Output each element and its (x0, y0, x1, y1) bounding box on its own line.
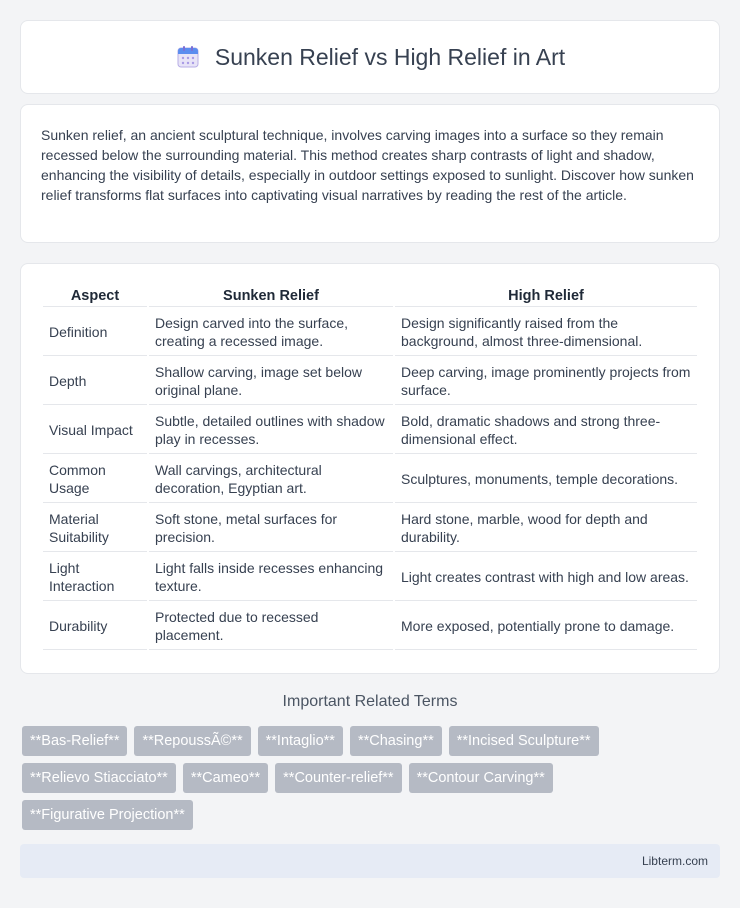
row-sunken-cell: Design carved into the surface, creating a recessed image. (149, 309, 393, 356)
intro-card (20, 104, 720, 243)
row-aspect-cell: Depth (43, 358, 147, 405)
related-term-tag[interactable]: **Intaglio** (258, 726, 343, 756)
related-term-tag[interactable]: **Cameo** (183, 763, 268, 793)
comparison-table-card (20, 263, 720, 674)
row-sunken-cell: Subtle, detailed outlines with shadow play in recesses. (149, 407, 393, 454)
row-high-cell: Design significantly raised from the background, almost three-dimensional. (395, 309, 697, 356)
column-header-sunken-relief: Sunken Relief (149, 286, 393, 307)
related-term-tag[interactable]: **Chasing** (350, 726, 442, 756)
table-row (43, 505, 697, 552)
related-terms-title: Important Related Terms (282, 693, 458, 710)
table-row (43, 456, 697, 503)
table-row (43, 309, 697, 356)
row-aspect-cell: Material Suitability (43, 505, 147, 552)
related-term-tag[interactable]: **RepoussÃ©** (134, 726, 250, 756)
row-high-cell: Deep carving, image prominently projects from surface. (395, 358, 697, 405)
row-aspect-cell: Common Usage (43, 456, 147, 503)
table-row (43, 603, 697, 650)
table-row (43, 358, 697, 405)
comparison-table (41, 284, 699, 652)
table-row (43, 554, 697, 601)
related-term-tag[interactable]: **Counter-relief** (275, 763, 401, 793)
row-aspect-cell: Visual Impact (43, 407, 147, 454)
related-term-tag[interactable]: **Contour Carving** (409, 763, 553, 793)
row-sunken-cell: Soft stone, metal surfaces for precision. (149, 505, 393, 552)
row-high-cell: Hard stone, marble, wood for depth and durability. (395, 505, 697, 552)
related-term-tag[interactable]: **Figurative Projection** (22, 800, 193, 830)
row-high-cell: Bold, dramatic shadows and strong three-dimensional effect. (395, 407, 697, 454)
row-sunken-cell: Protected due to recessed placement. (149, 603, 393, 650)
related-term-tag[interactable]: **Incised Sculpture** (449, 726, 599, 756)
intro-text: Sunken relief, an ancient sculptural technique, involves carving images into a surface so they remain recessed below the surrounding material. This method creates sharp contrasts of light and shadow, enhancing the visibility of details, especially in outdoor settings exposed to sunlight. Discover how sunken relief transforms flat surfaces into captivating visual narratives by reading the rest of the article. (41, 127, 694, 203)
row-high-cell: Light creates contrast with high and low areas. (395, 554, 697, 601)
table-header-row (43, 286, 697, 307)
footer (20, 844, 720, 878)
footer-site-link[interactable]: Libterm.com (641, 854, 708, 868)
row-aspect-cell: Durability (43, 603, 147, 650)
page-title: Sunken Relief vs High Relief in Art (214, 43, 566, 70)
related-term-tag[interactable]: **Bas-Relief** (22, 726, 127, 756)
related-term-tag[interactable]: **Relievo Stiacciato** (22, 763, 176, 793)
row-high-cell: More exposed, potentially prone to damage. (395, 603, 697, 650)
column-header-aspect: Aspect (43, 286, 147, 307)
column-header-high-relief: High Relief (395, 286, 697, 307)
calendar-icon (175, 44, 201, 70)
row-sunken-cell: Wall carvings, architectural decoration, Egyptian art. (149, 456, 393, 503)
header-card (20, 20, 720, 94)
row-sunken-cell: Shallow carving, image set below original plane. (149, 358, 393, 405)
table-row (43, 407, 697, 454)
row-sunken-cell: Light falls inside recesses enhancing texture. (149, 554, 393, 601)
row-aspect-cell: Definition (43, 309, 147, 356)
row-aspect-cell: Light Interaction (43, 554, 147, 601)
row-high-cell: Sculptures, monuments, temple decorations. (395, 456, 697, 503)
related-terms-tags (22, 726, 722, 830)
